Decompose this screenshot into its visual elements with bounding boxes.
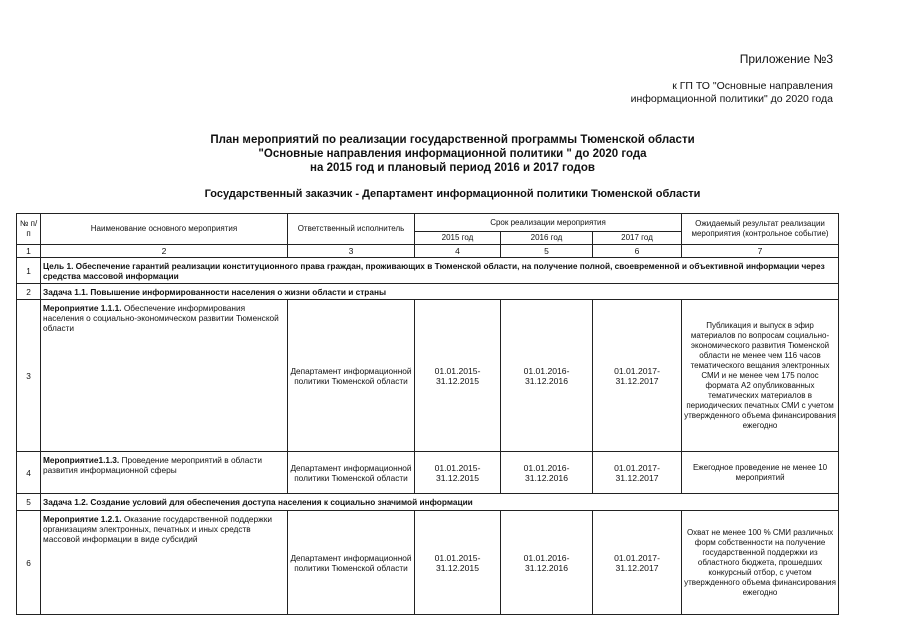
col-number: 3 xyxy=(288,245,415,258)
header-num: № п/п xyxy=(17,214,41,245)
header-row xyxy=(17,214,839,232)
row-number: 2 xyxy=(17,284,41,300)
event-period-2016: 01.01.2016-31.12.2016 xyxy=(501,300,593,452)
event-period-2017: 01.01.2017-31.12.2017 xyxy=(593,300,682,452)
event-period-2016: 01.01.2016-31.12.2016 xyxy=(501,452,593,494)
header-result: Ожидаемый результат реализации мероприятия (контрольное событие) xyxy=(682,214,839,245)
event-code: Мероприятие1.1.3. xyxy=(43,455,120,465)
event-row xyxy=(17,300,839,452)
event-executor: Департамент информационной политики Тюменской области xyxy=(288,511,415,615)
header-executor: Ответственный исполнитель xyxy=(288,214,415,245)
col-number: 6 xyxy=(593,245,682,258)
col-number: 2 xyxy=(41,245,288,258)
event-description: Обеспечение информирования населения о социально-экономическом развитии Тюменской области xyxy=(43,303,279,333)
header-name: Наименование основного мероприятия xyxy=(41,214,288,245)
plan-table xyxy=(16,213,839,615)
event-period-2015: 01.01.2015-31.12.2015 xyxy=(415,452,501,494)
goal-row xyxy=(17,258,839,284)
event-description: Проведение мероприятий в области развития информационной сферы xyxy=(43,455,262,475)
event-result: Публикация и выпуск в эфир материалов по вопросам социально-экономического развития Тюменской области не менее чем 116 часов тематического вещания электронных СМИ и не менее чем 175 полос формата А2 опубликованных тематических материалов в периодических печатных СМИ с учетом утвержденного объема финансирования ежегодно xyxy=(682,300,839,452)
event-period-2017: 01.01.2017-31.12.2017 xyxy=(593,511,682,615)
event-period-2015: 01.01.2015-31.12.2015 xyxy=(415,511,501,615)
title-line2: "Основные направления информационной политики " до 2020 года xyxy=(258,148,647,160)
state-customer: Государственный заказчик - Департамент информационной политики Тюменской области xyxy=(204,188,701,200)
col-number: 4 xyxy=(415,245,501,258)
event-result: Ежегодное проведение не менее 10 мероприятий xyxy=(682,452,839,494)
event-name xyxy=(41,300,288,452)
event-row xyxy=(17,511,839,615)
event-executor: Департамент информационной политики Тюменской области xyxy=(288,452,415,494)
header-year-2016: 2016 год xyxy=(501,232,593,245)
col-number: 1 xyxy=(17,245,41,258)
program-reference-line1: к ГП ТО "Основные направления xyxy=(672,80,833,92)
event-code: Мероприятие 1.2.1. xyxy=(43,514,122,524)
program-reference-line2: информационной политики" до 2020 года xyxy=(630,93,833,105)
event-period-2016: 01.01.2016-31.12.2016 xyxy=(501,511,593,615)
document-title xyxy=(0,133,905,175)
col-number: 7 xyxy=(682,245,839,258)
column-numbers-row xyxy=(17,245,839,258)
event-description: Оказание государственной поддержки организациям электронных, печатных и иных средств массовой информации в виде субсидий xyxy=(43,514,272,544)
event-row xyxy=(17,452,839,494)
program-reference xyxy=(631,80,833,106)
title-line1: План мероприятий по реализации государственной программы Тюменской области xyxy=(210,134,695,146)
col-number: 5 xyxy=(501,245,593,258)
goal-text: Цель 1. Обеспечение гарантий реализации конституционного права граждан, проживающих в Тюменской области, на получение полной, своевременной и объективной информации через средства массовой информации xyxy=(41,258,839,284)
row-number: 5 xyxy=(17,494,41,511)
task-text: Задача 1.2. Создание условий для обеспечения доступа населения к социально значимой информации xyxy=(41,494,839,511)
event-name xyxy=(41,452,288,494)
appendix-label: Приложение №3 xyxy=(739,52,833,66)
row-number: 1 xyxy=(17,258,41,284)
row-number: 4 xyxy=(17,452,41,494)
event-name xyxy=(41,511,288,615)
task-row xyxy=(17,284,839,300)
title-line3: на 2015 год и плановый период 2016 и 2017 годов xyxy=(310,162,595,174)
header-period: Срок реализации мероприятия xyxy=(415,214,682,232)
header-year-2017: 2017 год xyxy=(593,232,682,245)
event-executor: Департамент информационной политики Тюменской области xyxy=(288,300,415,452)
header-year-2015: 2015 год xyxy=(415,232,501,245)
event-result: Охват не менее 100 % СМИ различных форм собственности на получение государственной поддержки из областного бюджета, прошедших конкурсный отбор, с учетом утвержденного объема финансирования ежегодно xyxy=(682,511,839,615)
event-code: Мероприятие 1.1.1. xyxy=(43,303,122,313)
event-period-2017: 01.01.2017-31.12.2017 xyxy=(593,452,682,494)
row-number: 6 xyxy=(17,511,41,615)
task-text: Задача 1.1. Повышение информированности населения о жизни области и страны xyxy=(41,284,839,300)
row-number: 3 xyxy=(17,300,41,452)
event-period-2015: 01.01.2015-31.12.2015 xyxy=(415,300,501,452)
task-row xyxy=(17,494,839,511)
